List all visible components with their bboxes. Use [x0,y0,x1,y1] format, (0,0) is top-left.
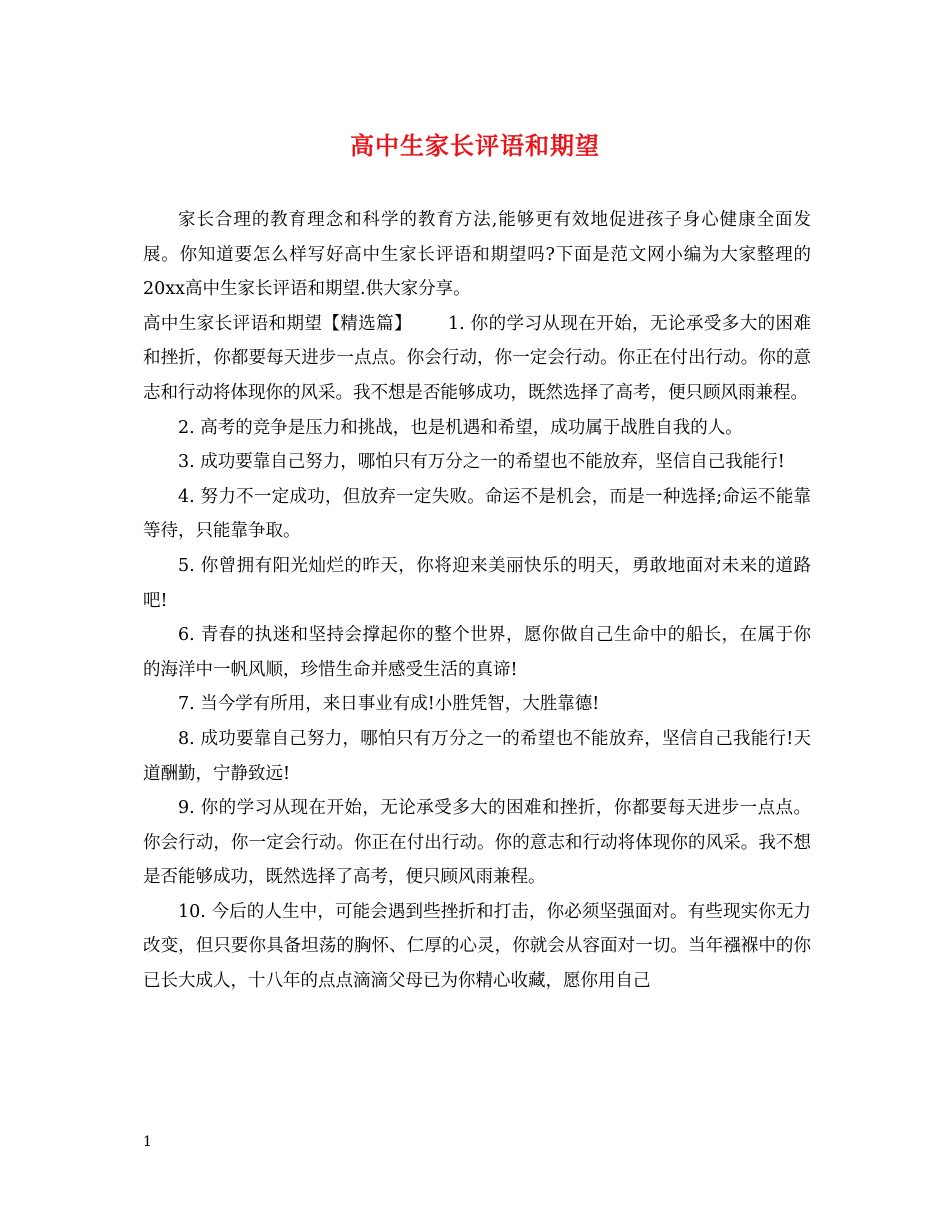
page-title: 高中生家长评语和期望 [350,131,600,160]
list-item: 8. 成功要靠自己努力，哪怕只有万分之一的希望也不能放弃，坚信自己我能行!天道酬勤，宁静致远! [143,728,811,784]
document-body [143,203,811,999]
list-item: 7. 当今学有所用，来日事业有成!小胜凭智，大胜靠德! [178,694,600,715]
list-item: 5. 你曾拥有阳光灿烂的昨天，你将迎来美丽快乐的明天，勇敢地面对未来的道路吧! [143,555,811,611]
list-item: 3. 成功要靠自己努力，哪怕只有万分之一的希望也不能放弃，坚信自己我能行! [178,452,785,473]
intro-paragraph: 家长合理的教育理念和科学的教育方法,能够更有效地促进孩子身心健康全面发展。你知道要怎么样写好高中生家长评语和期望吗?下面是范文网小编为大家整理的20xx高中生家长评语和期望.供大家分享。 [143,210,811,300]
section-heading-paragraph: 高中生家长评语和期望【精选篇】 1. 你的学习从现在开始，无论承受多大的困难和挫折，你都要每天进步一点点。你会行动，你一定会行动。你正在付出行动。你的意志和行动将体现你的风采。我不想是否能够成功，既然选择了高考，便只顾风雨兼程。 [143,313,811,403]
list-item: 6. 青春的执迷和坚持会撑起你的整个世界，愿你做自己生命中的船长，在属于你的海洋中一帆风顺，珍惜生命并感受生活的真谛! [143,625,811,680]
list-item: 10. 今后的人生中，可能会遇到些挫折和打击，你必须坚强面对。有些现实你无力改变，但只要你具备坦荡的胸怀、仁厚的心灵，你就会从容面对一切。当年襁褓中的你已长大成人，十八年的点点滴滴父母已为你精心收藏，愿你用自己 [143,901,811,992]
list-item: 9. 你的学习从现在开始，无论承受多大的困难和挫折，你都要每天进步一点点。你会行动，你一定会行动。你正在付出行动。你的意志和行动将体现你的风采。我不想是否能够成功，既然选择了高考，便只顾风雨兼程。 [143,798,811,888]
page-number: 1 [143,1134,152,1150]
list-item: 4. 努力不一定成功，但放弃一定失败。命运不是机会，而是一种选择;命运不能靠等待，只能靠争取。 [143,486,811,542]
list-item: 2. 高考的竞争是压力和挑战，也是机遇和希望，成功属于战胜自我的人。 [178,417,743,438]
